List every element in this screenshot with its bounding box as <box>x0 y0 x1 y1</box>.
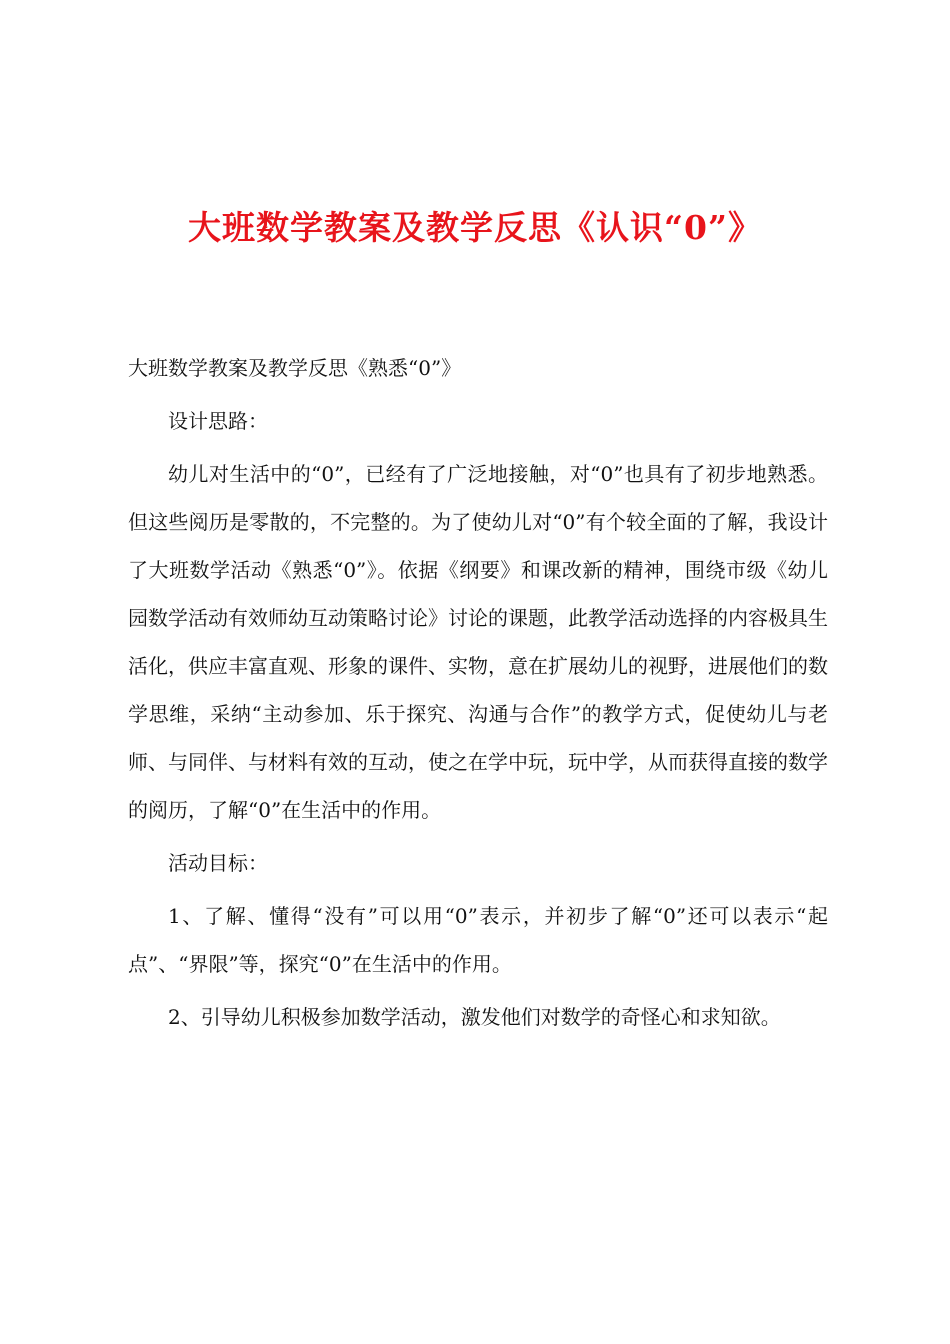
document-title: 大班数学教案及教学反思《认识“0”》 <box>188 208 762 247</box>
paragraph-heading-design: 设计思路： <box>168 409 268 433</box>
paragraph-design-body: 幼儿对生活中的“0”，已经有了广泛地接触，对“0”也具有了初步地熟悉。但这些阅历是零散的，不完整的。为了使幼儿对“0”有个较全面的了解，我设计了大班数学活动《熟悉“0”》。依据《纲要》和课改新的精神，围绕市级《幼儿园数学活动有效师幼互动策略讨论》讨论的课题，此教学活动选择的内容极具生活化，供应丰富直观、形象的课件、实物，意在扩展幼儿的视野，进展他们的数学思维，采纳“主动参加、乐于探究、沟通与合作”的教学方式，促使幼儿与老师、与同伴、与材料有效的互动，使之在学中玩，玩中学，从而获得直接的数学的阅历，了解“0”在生活中的作用。 <box>128 462 828 822</box>
document-body <box>128 344 828 1046</box>
paragraph-heading-goals: 活动目标： <box>168 851 268 875</box>
paragraph-goal-2: 2、引导幼儿积极参加数学活动，激发他们对数学的奇怪心和求知欲。 <box>168 1005 781 1029</box>
paragraph-subtitle: 大班数学教案及教学反思《熟悉“0”》 <box>128 356 462 380</box>
paragraph-goal-1: 1、了解、懂得“没有”可以用“0”表示，并初步了解“0”还可以表示“起点”、“界限”等，探究“0”在生活中的作用。 <box>128 904 828 976</box>
